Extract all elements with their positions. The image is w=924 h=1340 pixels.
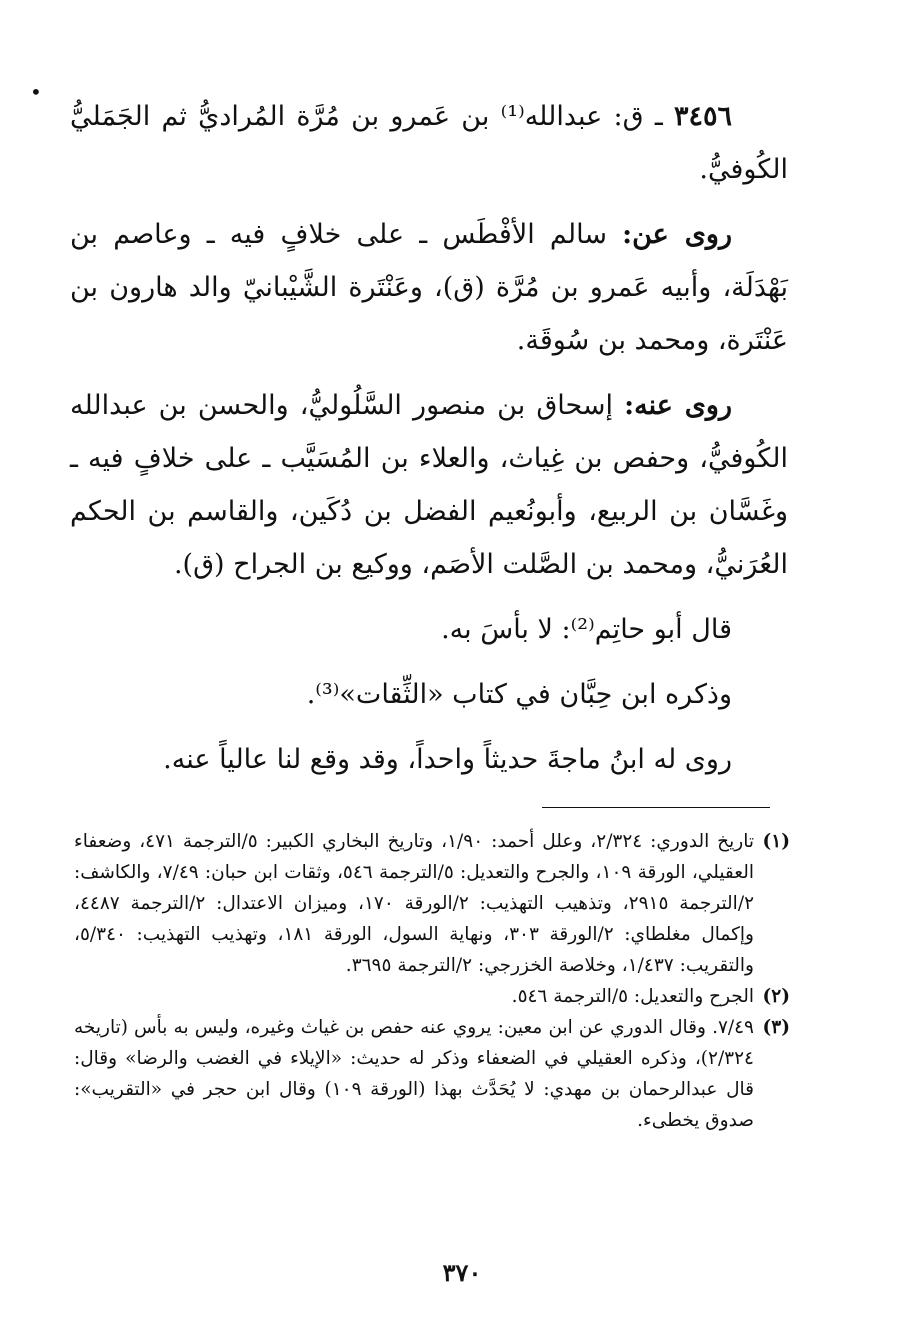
footnote-number: (٣) — [762, 1017, 790, 1038]
main-text — [70, 90, 788, 798]
footnote-2 — [74, 981, 790, 1012]
footnote-1 — [74, 826, 790, 981]
narrated-from-paragraph — [70, 208, 788, 367]
statement-ibn-hibban: وذكره ابن حِبَّان في كتاب «الثِّقات»⁽³⁾. — [306, 679, 732, 710]
narrated-by-text: إسحاق بن منصور السَّلُوليُّ، والحسن بن عبدالله الكُوفيُّ، وحفص بن غِياث، والعلاء بن المُسَيَّب ـ على خلافٍ فيه ـ وغَسَّان بن الربيع، وأبونُعيم الفضل بن دُكَين، والقاسم بن الحكم العُرَنيُّ، ومحمد بن الصَّلت الأصَم، ووكيع بن الجراح (ق). — [70, 390, 788, 580]
narrated-from-label: روى عن: — [622, 219, 732, 250]
entry-heading — [70, 90, 788, 196]
bullet-mark: • — [30, 80, 42, 104]
narrated-by-paragraph — [70, 379, 788, 591]
statement-ibn-majah: روى له ابنُ ماجةَ حديثاً واحداً، وقد وقع لنا عالياً عنه. — [163, 744, 732, 775]
footnote-number: (١) — [762, 831, 790, 852]
page-number: ٣٧٠ — [442, 1258, 482, 1287]
footnote-text: تاريخ الدوري: ٢/٣٢٤، وعلل أحمد: ١/٩٠، وتاريخ البخاري الكبير: ٥/الترجمة ٤٧١، وضعفاء العقيلي، الورقة ١٠٩، والجرح والتعديل: ٥/الترجمة ٥٤٦، وثقات ابن حبان: ٧/٤٩، والكاشف: ٢/الترجمة ٢٩١٥، وتذهيب التهذيب: ٢/الورقة ١٧٠، وميزان الاعتدال: ٢/الترجمة ٤٤٨٧، وإكمال مغلطاي: ٢/الورقة ٣٠٣، ونهاية السول، الورقة ١٨١، وتهذيب التهذيب: ٥/٣٤٠، والتقريب: ١/٤٣٧، وخلاصة الخزرجي: ٢/الترجمة ٣٦٩٥. — [74, 831, 754, 976]
narrated-by-label: روى عنه: — [624, 390, 733, 421]
footnote-text: ٧/٤٩. وقال الدوري عن ابن معين: يروي عنه حفص بن غياث وغيره، وليس به بأس (تاريخه ٢/٣٢٤)، وذكره العقيلي في الضعفاء وذكر له حديث: «الإيلاء في الغضب والرضا» وقال: قال عبدالرحمان بن مهدي: لا يُحَدَّث بهذا (الورقة ١٠٩) وقال ابن حجر في «التقريب»: صدوق يخطىء. — [74, 1017, 754, 1131]
narrated-from-text: سالم الأفْطَس ـ على خلافٍ فيه ـ وعاصم بن بَهْدَلَة، وأبيه عَمرو بن مُرَّة (ق)، وعَنْتَرة الشَّيْبانيّ والد هارون بن عَنْتَرة، ومحمد بن سُوقَة. — [70, 219, 788, 356]
footnote-number: (٢) — [762, 986, 790, 1007]
footnote-separator — [542, 807, 770, 808]
entry-number: ٣٤٥٦ — [673, 101, 732, 132]
footnotes — [74, 826, 790, 1136]
footnote-3 — [74, 1012, 790, 1136]
footnote-text: الجرح والتعديل: ٥/الترجمة ٥٤٦. — [511, 986, 754, 1007]
entry-heading-text: ـ ق: عبدالله⁽¹⁾ بن عَمرو بن مُرَّة المُراديُّ ثم الجَمَليُّ الكُوفيُّ. — [70, 101, 788, 185]
statement-abu-hatim: قال أبو حاتِم⁽²⁾: لا بأسَ به. — [441, 614, 732, 645]
